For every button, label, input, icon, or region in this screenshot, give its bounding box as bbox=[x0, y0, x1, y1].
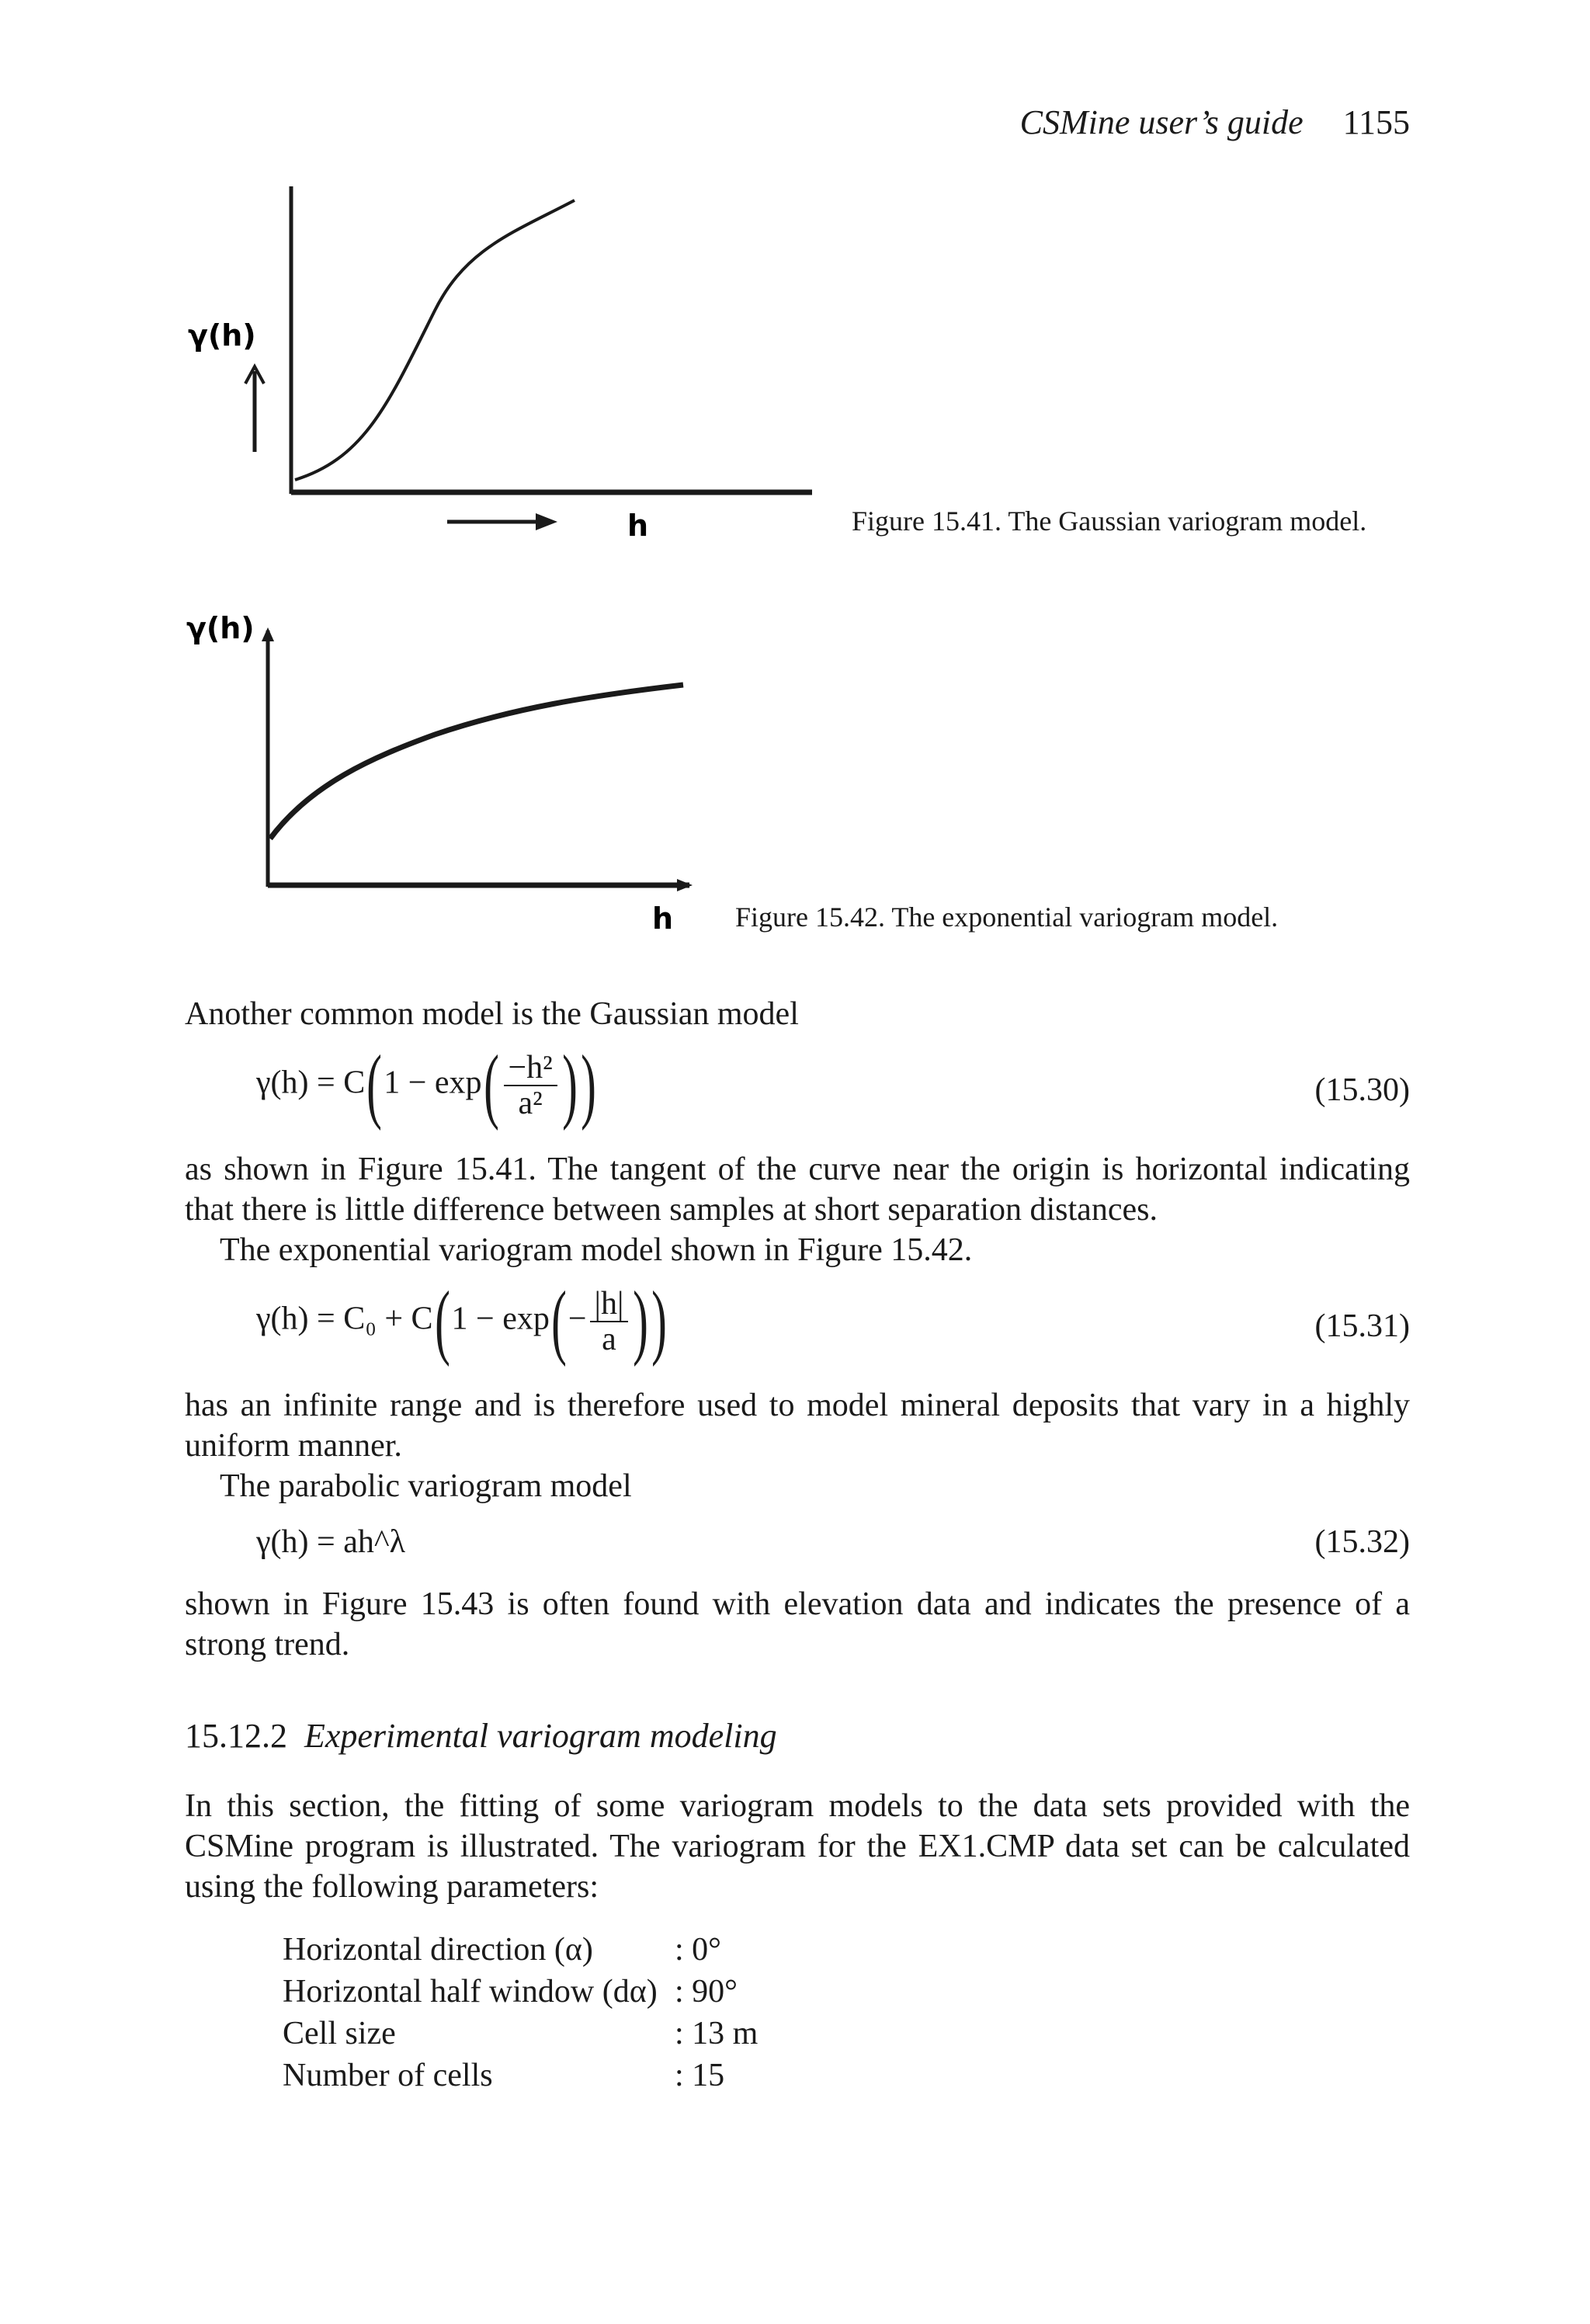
numerator: −h² bbox=[504, 1051, 557, 1086]
fraction bbox=[504, 1051, 557, 1120]
equation-15-30: γ(h) = C(1 − exp( $\frac{\text{−h²}}{\text{a²}}$ )) bbox=[256, 1039, 596, 1131]
y-axis-label: γ(h) bbox=[186, 611, 255, 645]
parameter-label: Horizontal direction (α) bbox=[283, 1932, 593, 1968]
equation-number: (15.32) bbox=[1314, 1524, 1410, 1560]
exponential-curve bbox=[270, 685, 683, 839]
parameter-value: : 15 bbox=[675, 2058, 725, 2093]
minus-sign: − bbox=[568, 1301, 587, 1337]
equation-number: (15.31) bbox=[1314, 1308, 1410, 1344]
section-number: 15.12.2 bbox=[185, 1717, 287, 1755]
equation-15-31: γ(h) = C₀ + C(1 − exp(− $\frac{|h|}{a}$ )) bbox=[256, 1275, 668, 1367]
parameter-list bbox=[283, 1929, 758, 2096]
x-axis-label: h bbox=[627, 509, 649, 543]
parameter-value: : 90° bbox=[675, 1974, 738, 2010]
parameter-label: Number of cells bbox=[283, 2058, 493, 2093]
equation-lhs: γ(h) = C₀ + C bbox=[256, 1301, 433, 1337]
equation-term: 1 − exp bbox=[451, 1301, 550, 1337]
page-number: 1155 bbox=[1342, 103, 1410, 141]
y-axis-label: γ(h) bbox=[188, 318, 256, 353]
numerator: |h| bbox=[590, 1287, 629, 1322]
paragraph: The exponential variogram model shown in Figure 15.42. bbox=[220, 1232, 973, 1268]
section-title: Experimental variogram modeling bbox=[304, 1717, 777, 1755]
arrow-up-icon bbox=[262, 627, 274, 641]
parameter-row bbox=[283, 2055, 758, 2096]
paragraph: Another common model is the Gaussian model bbox=[185, 996, 799, 1032]
equation-number: (15.30) bbox=[1314, 1072, 1410, 1108]
denominator: a bbox=[602, 1322, 616, 1357]
equation-15-32 bbox=[256, 1523, 405, 1561]
figure-caption: Figure 15.41. The Gaussian variogram model. bbox=[852, 505, 1367, 537]
parameter-row bbox=[283, 2013, 758, 2055]
equation-term: 1 − exp bbox=[384, 1065, 482, 1101]
figure-caption: Figure 15.42. The exponential variogram model. bbox=[735, 901, 1279, 933]
header-title: CSMine user’s guide bbox=[1019, 103, 1304, 141]
parameter-row bbox=[283, 1929, 758, 1971]
denominator: a² bbox=[518, 1086, 543, 1121]
paragraph: has an infinite range and is therefore used to model mineral deposits that vary in a highly uniform manner. bbox=[185, 1388, 1410, 1464]
paragraph: shown in Figure 15.43 is often found with elevation data and indicates the presence of a strong trend. bbox=[185, 1586, 1410, 1662]
figure-15-42 bbox=[186, 611, 693, 936]
paragraph: The parabolic variogram model bbox=[220, 1468, 632, 1504]
gaussian-curve bbox=[295, 200, 575, 480]
parameter-label: Horizontal half window (dα) bbox=[283, 1974, 658, 2010]
parameter-value: : 0° bbox=[675, 1932, 721, 1968]
parameter-label: Cell size bbox=[283, 2016, 396, 2051]
figure-15-41 bbox=[188, 186, 812, 543]
paragraph: as shown in Figure 15.41. The tangent of the curve near the origin is horizontal indicating that there is little difference between samples at short separation distances. bbox=[185, 1152, 1410, 1228]
arrow-right-icon bbox=[677, 879, 693, 891]
arrow-right-icon bbox=[536, 513, 557, 530]
equation-lhs: γ(h) = C bbox=[256, 1065, 366, 1101]
paragraph: In this section, the fitting of some variogram models to the data sets provided with the CSMine program is illustrated. The variogram for the EX1.CMP data set can be calculated using the following parameters: bbox=[185, 1788, 1410, 1905]
figures-layer bbox=[0, 0, 1590, 978]
section-heading bbox=[185, 1716, 777, 1756]
fraction bbox=[590, 1287, 629, 1357]
parameter-row bbox=[283, 1971, 758, 2013]
x-axis-label: h bbox=[652, 901, 674, 936]
parameter-value: : 13 m bbox=[675, 2016, 759, 2051]
equation-text: γ(h) = ah^λ bbox=[256, 1524, 405, 1560]
